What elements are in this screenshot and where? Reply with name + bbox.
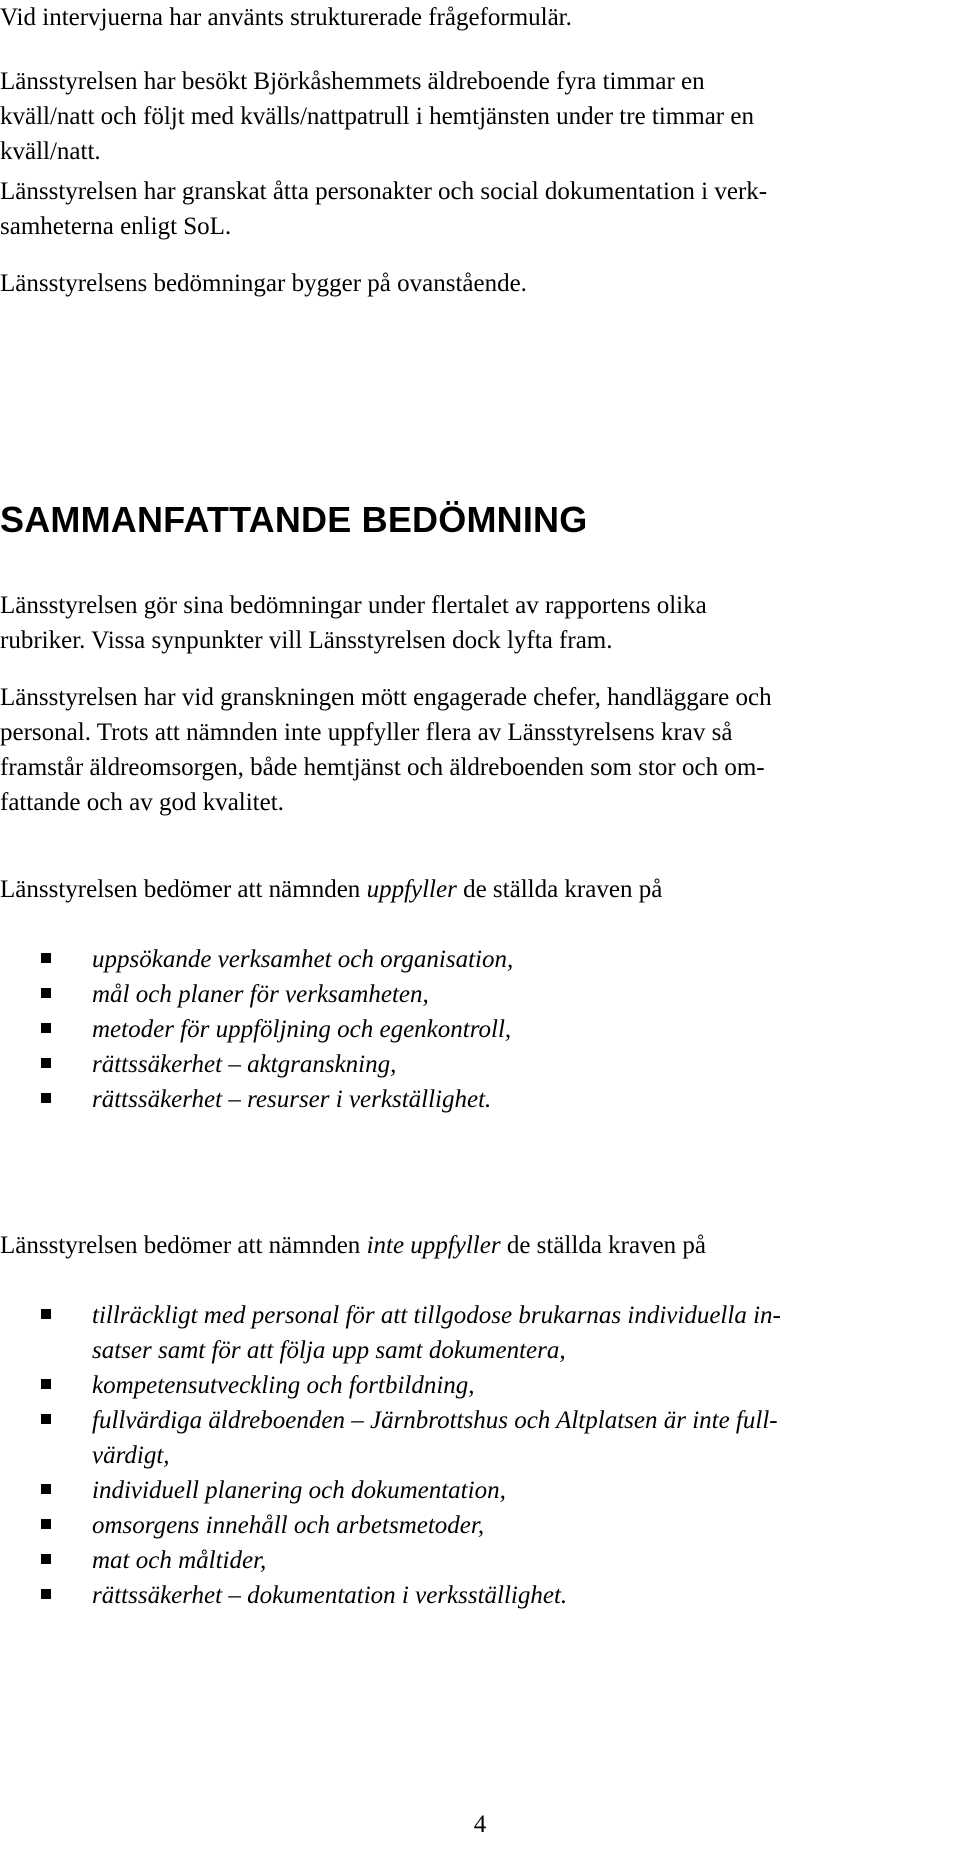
bullet-square-icon [41, 1414, 51, 1424]
meets-intro-prefix: Länsstyrelsen bedömer att nämnden [0, 876, 367, 903]
list-item-text: uppsökande verksamhet och organisation, [92, 946, 514, 973]
paragraph-line: Länsstyrelsen gör sina bedömningar under flertalet av rapportens olika [0, 592, 707, 619]
list-item-text: rättssäkerhet – aktgranskning, [92, 1051, 397, 1078]
list-item-text: individuell planering och dokumentation, [92, 1477, 506, 1504]
paragraph-line: kväll/natt. [0, 138, 101, 165]
meets-intro-suffix: de ställda kraven på [456, 876, 663, 903]
meets-intro [0, 872, 960, 907]
bullet-square-icon [41, 1519, 51, 1529]
list-item-text: metoder för uppföljning och egenkontroll, [92, 1016, 512, 1043]
paragraph-line: personal. Trots att nämnden inte uppfyller flera av Länsstyrelsens krav så [0, 719, 733, 746]
list-item-text: kompetensutveckling och fortbildning, [92, 1372, 475, 1399]
list-item [0, 1473, 781, 1508]
meets-intro-emphasis: uppfyller [366, 876, 457, 903]
bullet-square-icon [41, 1093, 51, 1103]
list-item-text: omsorgens innehåll och arbetsmetoder, [92, 1512, 485, 1539]
list-item-text: värdigt, [92, 1442, 170, 1469]
bullet-square-icon [41, 1484, 51, 1494]
list-item-text: satser samt för att följa upp samt dokumentera, [92, 1337, 566, 1364]
does-not-meet-intro [0, 1228, 960, 1263]
paragraph-summary-2 [0, 680, 960, 820]
paragraph-summary-1 [0, 588, 960, 658]
paragraph-line: fattande och av god kvalitet. [0, 789, 284, 816]
list-item-text: mål och planer för verksamheten, [92, 981, 429, 1008]
bullet-square-icon [41, 988, 51, 998]
bullet-square-icon [41, 1379, 51, 1389]
list-item [0, 1082, 513, 1117]
list-item [0, 1508, 781, 1543]
paragraph-line: Länsstyrelsen har besökt Björkåshemmets äldreboende fyra timmar en [0, 68, 705, 95]
page-number: 4 [473, 1811, 487, 1838]
list-item [0, 942, 513, 977]
meets-list [0, 942, 513, 1117]
list-item [0, 1578, 781, 1613]
list-item [0, 1543, 781, 1578]
does-not-meet-intro-suffix: de ställda kraven på [500, 1232, 707, 1259]
list-item [0, 1047, 513, 1082]
list-item-text: rättssäkerhet – resurser i verkställighet. [92, 1086, 492, 1113]
paragraph-visit [0, 64, 960, 169]
bullet-square-icon [41, 1058, 51, 1068]
paragraph-basis [0, 266, 960, 301]
list-item [0, 1298, 781, 1368]
paragraph-line: Vid intervjuerna har använts strukturerade frågeformulär. [0, 4, 572, 31]
paragraph-line: Länsstyrelsen har vid granskningen mött engagerade chefer, handläggare och [0, 684, 772, 711]
does-not-meet-list [0, 1298, 781, 1613]
list-item-text: rättssäkerhet – dokumentation i verksställighet. [92, 1582, 568, 1609]
paragraph-records [0, 174, 960, 244]
does-not-meet-intro-emphasis: inte uppfyller [366, 1232, 501, 1259]
bullet-square-icon [41, 1309, 51, 1319]
does-not-meet-intro-prefix: Länsstyrelsen bedömer att nämnden [0, 1232, 367, 1259]
bullet-square-icon [41, 1023, 51, 1033]
list-item [0, 1368, 781, 1403]
list-item [0, 977, 513, 1012]
bullet-square-icon [41, 953, 51, 963]
paragraph-line: rubriker. Vissa synpunkter vill Länsstyrelsen dock lyfta fram. [0, 627, 613, 654]
list-item [0, 1403, 781, 1473]
list-item-text: mat och måltider, [92, 1547, 267, 1574]
paragraph-line: samheterna enligt SoL. [0, 213, 232, 240]
bullet-square-icon [41, 1554, 51, 1564]
paragraph-line: Länsstyrelsens bedömningar bygger på ovanstående. [0, 270, 527, 297]
paragraph-line: Länsstyrelsen har granskat åtta personakter och social dokumentation i verk- [0, 178, 768, 205]
list-item [0, 1012, 513, 1047]
section-heading: SAMMANFATTANDE BEDÖMNING [0, 499, 588, 540]
paragraph-line: kväll/natt och följt med kvälls/nattpatrull i hemtjänsten under tre timmar en [0, 103, 754, 130]
paragraph-questionnaires [0, 0, 960, 35]
bullet-square-icon [41, 1589, 51, 1599]
list-item-text: fullvärdiga äldreboenden – Järnbrottshus och Altplatsen är inte full- [92, 1407, 778, 1434]
list-item-text: tillräckligt med personal för att tillgodose brukarnas individuella in- [92, 1302, 781, 1329]
paragraph-line: framstår äldreomsorgen, både hemtjänst och äldreboenden som stor och om- [0, 754, 765, 781]
